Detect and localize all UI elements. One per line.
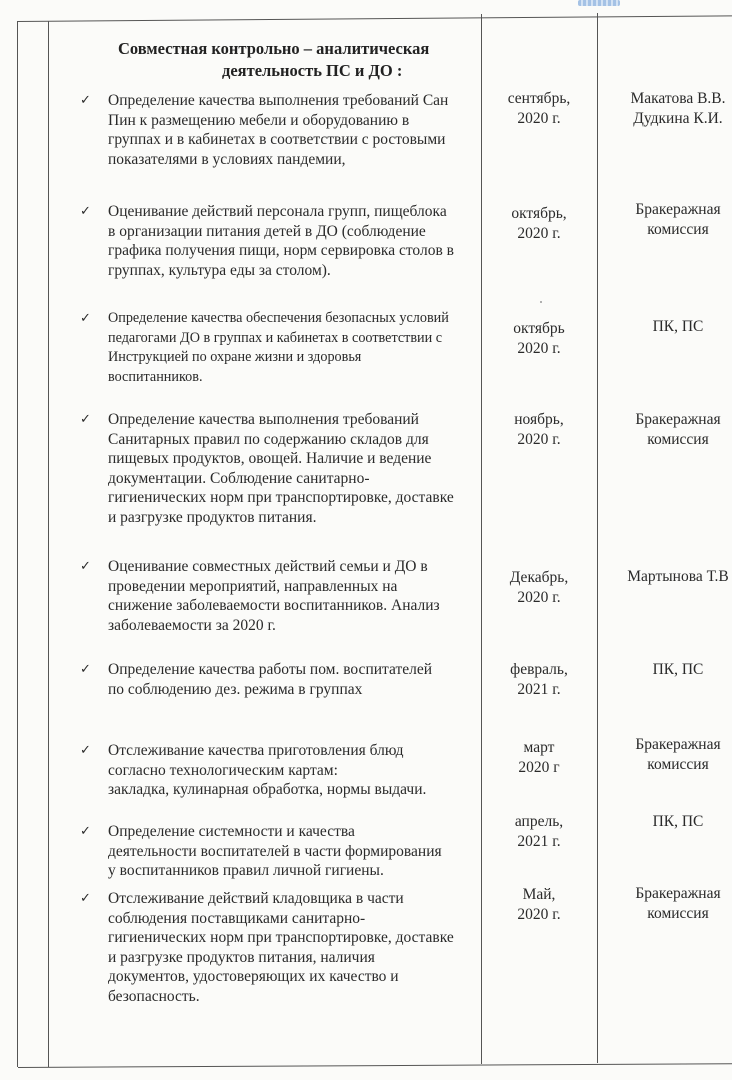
table-row <box>80 91 480 169</box>
check-icon: ✓ <box>80 311 91 326</box>
check-icon: ✓ <box>80 662 91 677</box>
section-title-line1: Совместная контрольно – аналитическая <box>118 39 430 58</box>
check-icon: ✓ <box>80 743 91 758</box>
activity-text: Оценивание совместных действий семьи и ДО в проведении мероприятий, направленных на снижение заболеваемости воспитанников. Анализ заболеваемости за 2020 г. <box>108 558 440 634</box>
table-left-border <box>17 21 18 1067</box>
table-row <box>80 889 480 1007</box>
check-icon: ✓ <box>80 824 91 839</box>
responsible-cell: ПК, ПС <box>652 813 704 830</box>
table-row <box>80 410 480 528</box>
activity-text: Отслеживание качества приготовления блюд согласно технологическим картам: закладка, кулинарная обработка, нормы выдачи. <box>108 742 427 799</box>
activity-text: Определение системности и качества деятельности воспитателей в части формирования у воспитанников правил личной гигиены. <box>108 823 442 880</box>
activity-text: Оценивание действий персонала групп, пищеблока в организации питания детей в ДО (соблюдение графика получения пищи, норм сервировка столов в группах, культура еды за столом). <box>108 203 454 279</box>
check-icon: ✓ <box>80 93 91 108</box>
section-title-line2: деятельность ПС и ДО : <box>222 61 403 80</box>
section-title <box>110 38 470 82</box>
check-icon: ✓ <box>80 559 91 574</box>
date-cell: Декабрь, 2020 г. <box>509 569 569 606</box>
activity-text: Отслеживание действий кладовщика в части соблюдения поставщиками санитарно- гигиенических норм при транспортировке, доставке и разгрузке продуктов питания, наличия документов, удостоверяющих их качество и безопасность. <box>108 890 454 1005</box>
date-cell: ноябрь, 2020 г. <box>514 411 564 448</box>
table-row <box>80 741 480 800</box>
responsible-cell: ПК, ПС <box>652 318 704 335</box>
table-number-column-line <box>48 21 49 1067</box>
table-row <box>80 202 480 280</box>
responsible-cell: Мартынова Т.В <box>627 568 729 585</box>
table-bottom-border <box>18 1063 732 1068</box>
responsible-cell: ПК, ПС <box>652 661 704 678</box>
activity-text: Определение качества обеспечения безопасных условий педагогами ДО в группах и кабинетах в соответствии с Инструкцией по охране жизни и здоровья воспитанников. <box>108 310 449 385</box>
table-row <box>80 660 480 699</box>
responsible-cell: Бракеражная комиссия <box>635 411 721 448</box>
check-icon: ✓ <box>80 412 91 427</box>
date-cell: сентябрь, 2020 г. <box>507 90 571 127</box>
stamp-fragment <box>578 0 620 6</box>
responsible-cell: Бракеражная комиссия <box>635 885 721 922</box>
check-icon: ✓ <box>80 891 91 906</box>
responsible-cell: Макатова В.В. Дудкина К.И. <box>630 90 726 127</box>
table-row <box>80 822 480 881</box>
date-cell: октябрь 2020 г. <box>513 320 565 357</box>
check-icon: ✓ <box>80 204 91 219</box>
date-cell: Май, 2020 г. <box>517 886 561 923</box>
date-cell: апрель, 2021 г. <box>514 813 564 850</box>
activity-text: Определение качества работы пом. воспитателей по соблюдению дез. режима в группах <box>108 661 433 698</box>
date-cell: февраль, 2021 г. <box>510 661 568 698</box>
date-cell: октябрь, 2020 г. <box>511 205 567 242</box>
responsible-cell: Бракеражная комиссия <box>635 736 721 773</box>
date-cell: март 2020 г <box>518 739 560 776</box>
table-top-border <box>17 15 732 22</box>
table-row <box>80 557 480 635</box>
responsible-cell: Бракеражная комиссия <box>635 201 721 238</box>
activity-text: Определение качества выполнения требований Сан Пин к размещению мебели и оборудованию в группах и в кабинетах в соответствии с ростовыми показателями в условиях пандемии, <box>108 92 449 168</box>
scan-speck <box>540 301 542 303</box>
activity-text: Определение качества выполнения требований Санитарных правил по содержанию складов для пищевых продуктов, овощей. Наличие и ведение документации. Соблюдение санитарно- гигиенических норм при транспортировке, доставке и разгрузке продуктов питания. <box>108 411 454 526</box>
table-row <box>80 309 480 387</box>
